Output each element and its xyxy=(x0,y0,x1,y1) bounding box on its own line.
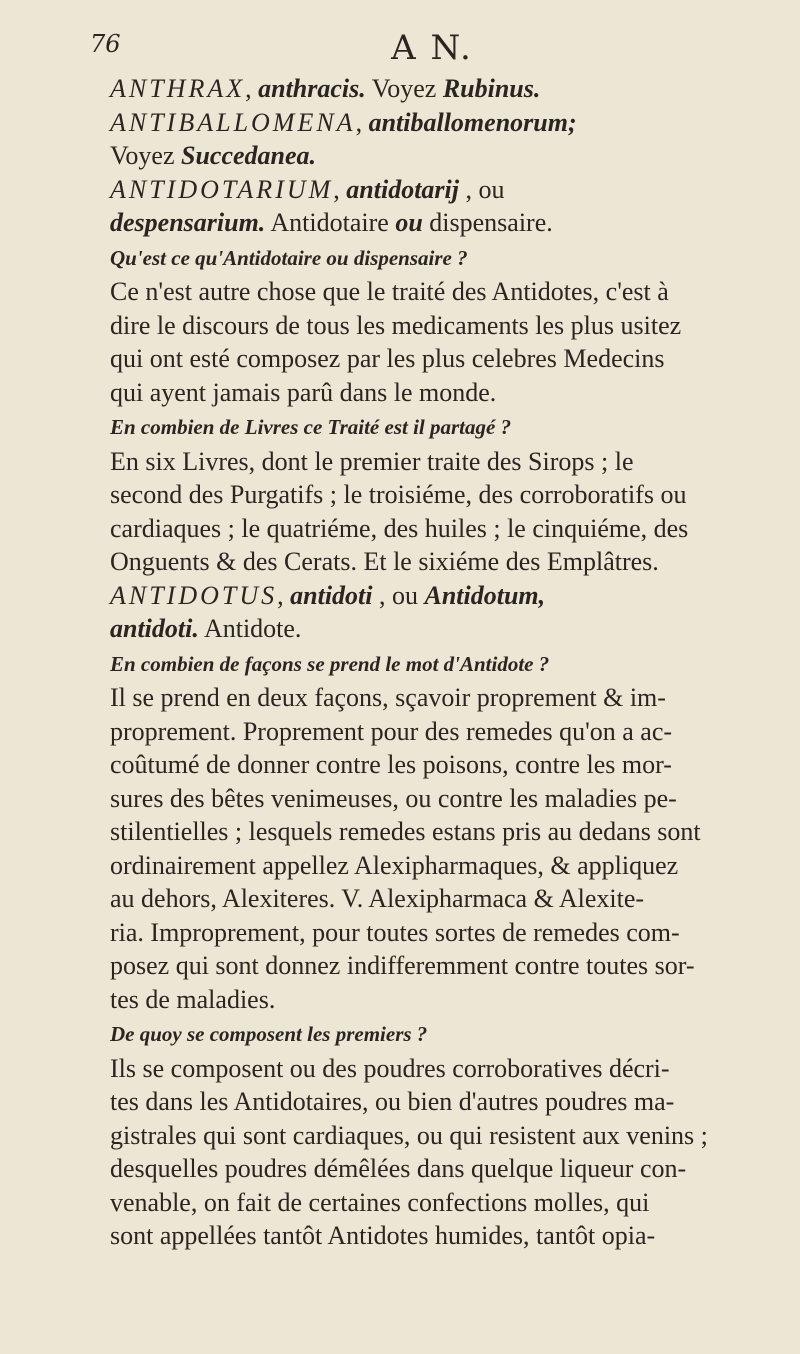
entry-heading: ANTIDOTUS, antidoti , ou Antidotum, xyxy=(110,580,546,610)
text-line: Il se prend en deux façons, sçavoir proprement & im- xyxy=(110,683,666,712)
entry-reference: Rubinus. xyxy=(442,74,541,103)
entry-reference: Antidotum, xyxy=(424,580,546,610)
entry-term: ANTIBALLOMENA xyxy=(110,107,356,137)
entry-text: Voyez xyxy=(110,141,175,170)
text-line: stilentielles ; lesquels remedes estans pris au dedans sont xyxy=(110,817,701,846)
entry-text: Antidotaire xyxy=(270,208,389,237)
entry-latin: antiballomenorum; xyxy=(368,107,577,137)
entry-line xyxy=(110,206,754,240)
entry-term: ANTIDOTUS xyxy=(110,580,278,610)
text-line: posez qui sont donnez indifferemment contre toutes sor- xyxy=(110,951,695,980)
text-line: au dehors, Alexiteres. V. Alexipharmaca & Alexite- xyxy=(110,884,645,913)
text-line: qui ont esté composez par les plus celebres Medecins xyxy=(110,344,665,373)
text-line: coûtumé de donner contre les poisons, contre les mor- xyxy=(110,750,672,779)
text-line: second des Purgatifs ; le troisiéme, des corroboratifs ou xyxy=(110,480,687,509)
page-number: 76 xyxy=(90,30,121,58)
text-line: En six Livres, dont le premier traite des Sirops ; le xyxy=(110,446,634,476)
page-body xyxy=(110,72,754,1253)
entry-line xyxy=(110,612,754,646)
text-line: venable, on fait de certaines confections molles, qui xyxy=(110,1187,650,1217)
entry-heading: ANTIBALLOMENA, antiballomenorum; xyxy=(110,107,577,137)
entry-text: dispensaire. xyxy=(429,208,553,237)
text-line: Ils se composent ou des poudres corroboratives décri- xyxy=(110,1053,670,1083)
entry-latin: antidoti xyxy=(290,580,373,610)
text-line: Onguents & des Cerats. Et le sixiéme des Emplâtres. xyxy=(110,547,659,576)
entry-text: Voyez xyxy=(371,74,437,103)
text-line: ordinairement appellez Alexipharmaques, & appliquez xyxy=(110,850,679,880)
text-line: tes de maladies. xyxy=(110,984,276,1014)
question: En combien de façons se prend le mot d'Antidote ? xyxy=(110,651,550,676)
text-line: qui ayent jamais parû dans le monde. xyxy=(110,377,497,407)
text-line: gistrales qui sont cardiaques, ou qui resistent aux venins ; xyxy=(110,1120,708,1150)
entry-text: , ou xyxy=(379,580,418,610)
text-line: Ce n'est autre chose que le traité des Antidotes, c'est à xyxy=(110,277,669,306)
entry-reference: Succedanea. xyxy=(181,141,317,170)
text-line: sont appellées tantôt Antidotes humides, tantôt opia- xyxy=(110,1221,656,1250)
text-line: dire le discours de tous les medicaments les plus usitez xyxy=(110,310,682,340)
text-line: tes dans les Antidotaires, ou bien d'autres poudres ma- xyxy=(110,1087,675,1116)
question: Qu'est ce qu'Antidotaire ou dispensaire ? xyxy=(110,245,468,270)
entry-text: , ou xyxy=(465,174,505,204)
text-line: cardiaques ; le quatriéme, des huiles ; le cinquiéme, des xyxy=(110,513,689,543)
entry-term: ANTIDOTARIUM xyxy=(110,174,334,204)
running-head: A N. xyxy=(391,28,473,68)
entry-latin: anthracis. xyxy=(258,74,366,103)
entry-latin: antidotarij xyxy=(346,174,459,204)
entry-heading: ANTHRAX, anthracis. Voyez Rubinus. xyxy=(110,74,541,103)
entry-conjunction: ou xyxy=(395,208,423,237)
question: En combien de Livres ce Traité est il partagé ? xyxy=(110,415,512,439)
entry-term: ANTHRAX xyxy=(110,74,246,103)
text-line: ria. Improprement, pour toutes sortes de remedes com- xyxy=(110,917,680,947)
text-line: desquelles poudres démêlées dans quelque liqueur con- xyxy=(110,1154,687,1183)
entry-text: Antidote. xyxy=(203,614,302,643)
text-line: proprement. Proprement pour des remedes qu'on a ac- xyxy=(110,716,673,746)
question: De quoy se composent les premiers ? xyxy=(110,1022,428,1046)
entry-latin: antidoti. xyxy=(110,614,199,643)
entry-latin: despensarium. xyxy=(110,208,266,237)
entry-heading: ANTIDOTARIUM, antidotarij , ou xyxy=(110,174,505,204)
page-header xyxy=(90,22,754,72)
text-line: sures des bêtes venimeuses, ou contre les maladies pe- xyxy=(110,783,677,813)
entry-line xyxy=(110,139,754,173)
